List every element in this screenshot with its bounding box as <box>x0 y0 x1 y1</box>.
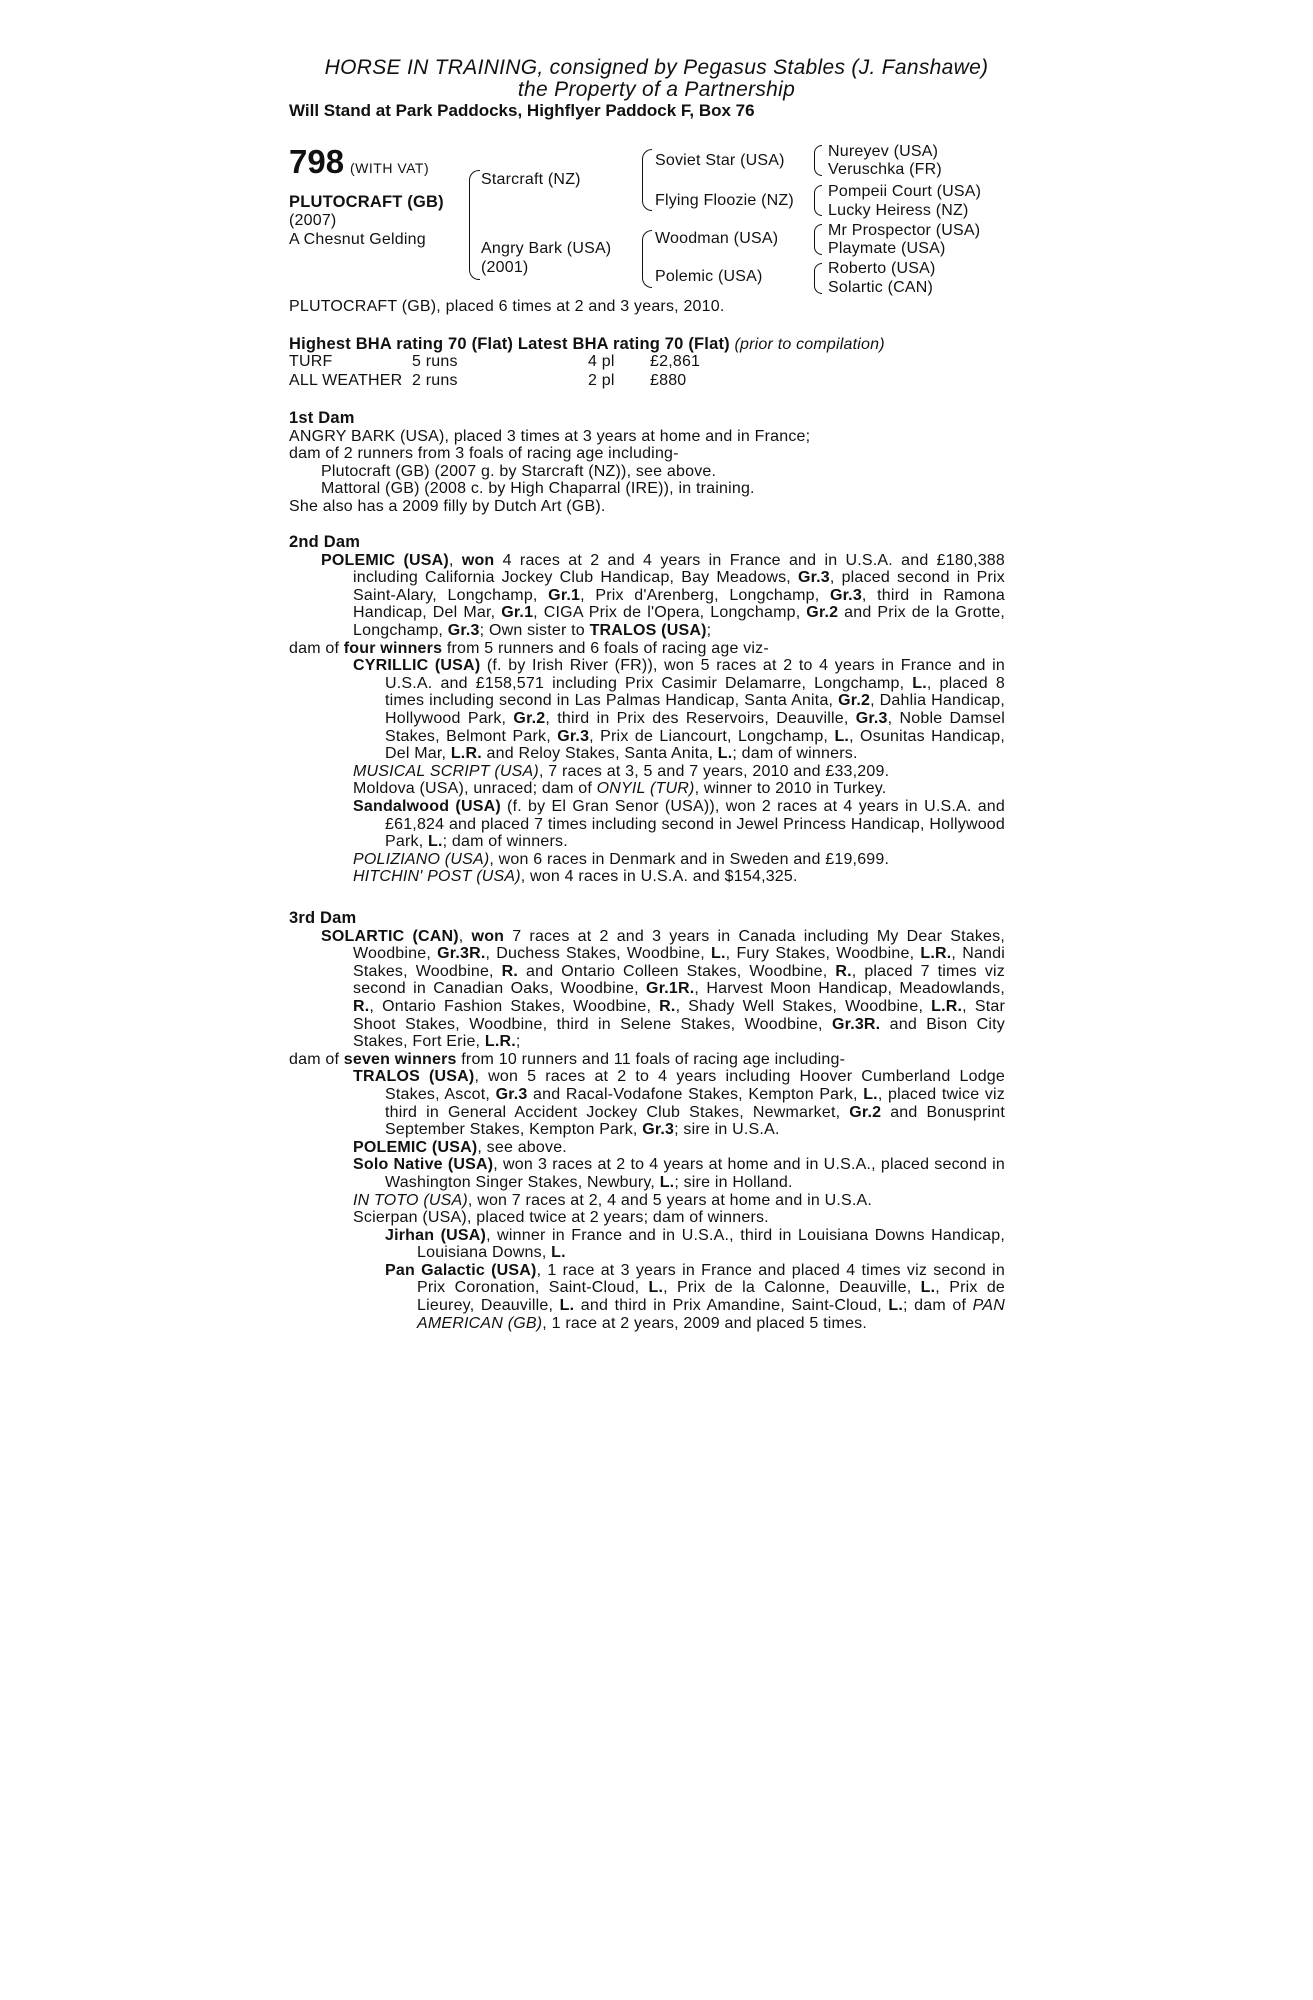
horse-name: Pan Galactic (USA) <box>385 1261 537 1279</box>
entry-text: from 10 runners and 11 foals of racing age including- <box>456 1050 846 1068</box>
entry-text: and Ontario Colleen Stakes, Woodbine, <box>518 962 836 980</box>
horse-name: POLEMIC (USA) <box>353 1138 478 1156</box>
winners-count: seven winners <box>343 1050 457 1068</box>
entry-text: (f. by El Gran Senor (USA)), won 2 races at 4 years in U.S.A. and £61,824 and placed 7 times including second in Jewel Princess Handicap, Hollywood Park, <box>385 797 1005 851</box>
pan-galactic-entry <box>289 1262 1005 1332</box>
entry-text: , winner to 2010 in Turkey. <box>694 780 887 798</box>
consignor-line: HORSE IN TRAINING, consigned by Pegasus Stables (J. Fanshawe) <box>324 56 989 79</box>
first-dam-line: dam of 2 runners from 3 foals of racing age including- <box>289 445 679 463</box>
entry-text: , Star Shoot Stakes, Woodbine, third in Selene Stakes, Woodbine, <box>353 997 1005 1033</box>
entry-text: , won 3 races at 2 to 4 years at home and in U.S.A., placed second in Washington Singer Stakes, Newbury, <box>385 1156 1006 1191</box>
entry-text: and third in Prix Amandine, Saint-Cloud, <box>574 1297 889 1315</box>
entry-text: , Fury Stakes, Woodbine, <box>725 945 921 963</box>
entry-text: , Harvest Moon Handicap, Meadowlands, <box>694 980 1006 998</box>
grade-label: Gr.3 <box>495 1085 528 1103</box>
poliziano-entry <box>289 851 1005 869</box>
entry-text: , placed twice viz third in General Accident Jockey Club Stakes, Newmarket, <box>385 1085 1005 1121</box>
solo-native-entry <box>289 1156 1005 1191</box>
moldova-entry <box>289 780 1005 798</box>
pedigree-brace-g3 <box>814 224 822 255</box>
rating-surface: ALL WEATHER <box>289 372 403 389</box>
vat-note: (WITH VAT) <box>350 160 430 176</box>
pedigree-g7: Roberto (USA) <box>828 260 936 277</box>
pedigree-dam: Angry Bark (USA) <box>481 240 612 257</box>
horse-name: CYRILLIC (USA) <box>353 657 481 675</box>
second-dam-section <box>289 534 1005 886</box>
grade-label: Gr.1 <box>548 586 581 604</box>
rating-surface: TURF <box>289 353 333 370</box>
entry-text: ; Own sister to <box>479 621 590 639</box>
entry-text: , Duchess Stakes, Woodbine, <box>485 945 712 963</box>
rating-placed: 2 pl <box>588 372 615 389</box>
sandalwood-entry <box>289 798 1005 851</box>
entry-text: , Noble Damsel Stakes, Belmont Park, <box>385 709 1005 745</box>
grade-label: Gr.1 <box>501 604 534 622</box>
entry-text: , Prix de la Calonne, Deauville, <box>663 1279 921 1297</box>
grade-label: R. <box>501 962 519 980</box>
grade-label: Gr.3 <box>642 1121 675 1139</box>
entry-text: , Prix d'Arenberg, Longchamp, <box>580 586 830 604</box>
grade-label: L. <box>428 833 443 851</box>
entry-text: , won 6 races in Denmark and in Sweden and £19,699. <box>489 850 890 868</box>
entry-text: , won 5 races at 2 to 4 years including Hoover Cumberland Lodge Stakes, Ascot, <box>385 1068 1005 1103</box>
grade-label: R. <box>659 997 676 1015</box>
entry-text: , Prix de Lieurey, Deauville, <box>417 1279 1006 1315</box>
entry-text: ; sire in Holland. <box>674 1173 793 1191</box>
tralos-entry <box>289 1068 1005 1138</box>
entry-text: (f. by Irish River (FR)), won 5 races at 2 to 4 years in France and in U.S.A. and £158,571 including Prix Casimir Delamarre, Longchamp, <box>385 657 1005 692</box>
pedigree-g1: Nureyev (USA) <box>828 143 939 160</box>
pedigree-brace-dam <box>642 230 652 288</box>
entry-text: , placed 8 times including second in Las Palmas Handicap, Santa Anita, <box>385 674 1005 710</box>
pedigree-g3: Pompeii Court (USA) <box>828 183 982 200</box>
horse-description: A Chesnut Gelding <box>289 231 426 248</box>
pedigree-sire-sire: Soviet Star (USA) <box>655 152 785 169</box>
grade-label: Gr.3R. <box>437 945 486 963</box>
entry-text: , 1 race at 2 years, 2009 and placed 5 times. <box>542 1314 868 1332</box>
location-line: Will Stand at Park Paddocks, Highflyer Paddock F, Box 76 <box>289 101 755 120</box>
pedigree-brace-g1 <box>814 145 822 176</box>
grade-label: L. <box>863 1085 878 1103</box>
grade-label: Gr.3 <box>447 621 480 639</box>
grade-label: Gr.1R. <box>646 980 695 998</box>
entry-text: , third in Prix des Reservoirs, Deauville, <box>545 709 856 727</box>
entry-text: , placed 7 times viz second in Canadian Oaks, Woodbine, <box>353 962 1005 998</box>
entry-text: , Dahlia Handicap, Hollywood Park, <box>385 692 1005 727</box>
pedigree-brace-g4 <box>814 263 822 294</box>
grade-label: Gr.3 <box>797 569 830 587</box>
won-label: won <box>461 551 495 569</box>
entry-text: , 7 races at 3, 5 and 7 years, 2010 and £33,209. <box>538 762 890 780</box>
entry-text: Moldova (USA), unraced; dam of <box>353 780 597 798</box>
scierpan-entry: Scierpan (USA), placed twice at 2 years; dam of winners. <box>353 1209 769 1227</box>
in-toto-entry <box>289 1192 1005 1210</box>
third-dam-section <box>289 910 1005 1332</box>
first-dam-line: She also has a 2009 filly by Dutch Art (GB). <box>289 497 606 515</box>
grade-label: L. <box>659 1173 675 1191</box>
horse-name: Solo Native (USA) <box>353 1156 494 1174</box>
pedigree-g4: Lucky Heiress (NZ) <box>828 202 969 219</box>
entry-text: and Prix de la Grotte, Longchamp, <box>353 604 1005 639</box>
horse-name: PAN AMERICAN (GB) <box>417 1297 1005 1332</box>
pedigree-brace-sire <box>642 149 652 211</box>
entry-text: , 1 race at 3 years in France and placed 4 times viz second in Prix Coronation, Saint-Cloud, <box>417 1261 1006 1297</box>
grade-label: R. <box>353 997 370 1015</box>
entry-text: and Reloy Stakes, Santa Anita, <box>481 745 718 763</box>
grade-label: L.R. <box>484 1033 516 1051</box>
entry-text: , Prix de Liancourt, Longchamp, <box>589 727 835 745</box>
entry-text: , Osunitas Handicap, Del Mar, <box>385 727 1005 763</box>
lot-number: 798 <box>289 143 345 180</box>
entry-text: , third in Ramona Handicap, Del Mar, <box>353 586 1006 622</box>
grade-label: L. <box>888 1297 903 1315</box>
pedigree-sire-dam: Flying Floozie (NZ) <box>655 192 794 209</box>
grade-label: Gr.2 <box>806 604 839 622</box>
pedigree-sire: Starcraft (NZ) <box>481 171 581 188</box>
grade-label: L. <box>912 674 927 692</box>
entry-text: and Racal-Vodafone Stakes, Kempton Park, <box>527 1085 864 1103</box>
horse-name: POLIZIANO (USA) <box>353 850 490 868</box>
grade-label: L. <box>648 1279 664 1297</box>
cyrillic-entry <box>289 657 1005 763</box>
entry-text: and Bonusprint September Stakes, Kempton Park, <box>385 1103 1005 1139</box>
entry-text: , won 4 races in U.S.A. and $154,325. <box>520 868 798 886</box>
first-dam-line: ANGRY BARK (USA), placed 3 times at 3 years at home and in France; <box>289 427 811 445</box>
grade-label: Gr.2 <box>513 709 546 727</box>
horse-name: TRALOS (USA) <box>589 621 707 639</box>
pedigree-brace-main <box>469 170 480 280</box>
pedigree-g6: Playmate (USA) <box>828 240 946 257</box>
won-label: won <box>471 927 505 945</box>
entry-text: , see above. <box>477 1138 567 1156</box>
dam-of-line <box>289 1051 1005 1069</box>
entry-text: , won 7 races at 2, 4 and 5 years at home and in U.S.A. <box>467 1191 873 1209</box>
pedigree-brace-g2 <box>814 185 822 216</box>
entry-text: ; <box>515 1033 521 1051</box>
grade-label: L. <box>717 745 733 763</box>
entry-text: and Bison City Stakes, Fort Erie, <box>353 1015 1006 1051</box>
bha-rating <box>289 335 885 354</box>
rating-earnings: £2,861 <box>650 353 701 370</box>
rating-runs: 2 runs <box>412 372 458 389</box>
grade-label: L. <box>834 727 850 745</box>
entry-text: ; dam of winners. <box>442 833 568 851</box>
hitchin-post-entry <box>289 868 1005 886</box>
horse-name: SOLARTIC (CAN) <box>321 927 459 945</box>
grade-label: Gr.2 <box>849 1103 882 1121</box>
pedigree-g5: Mr Prospector (USA) <box>828 222 981 239</box>
second-dam-heading: 2nd Dam <box>289 533 361 551</box>
grade-label: Gr.3R. <box>832 1015 881 1033</box>
grade-label: Gr.3 <box>829 586 862 604</box>
grade-label: L.R. <box>450 745 482 763</box>
grade-label: L.R. <box>920 945 952 963</box>
entry-text: ; sire in U.S.A. <box>674 1121 780 1139</box>
third-dam-heading: 3rd Dam <box>289 909 357 927</box>
horse-name: TRALOS (USA) <box>353 1068 475 1086</box>
horse-name: Sandalwood (USA) <box>353 797 501 815</box>
entry-text: from 5 runners and 6 foals of racing age viz- <box>442 639 769 657</box>
pedigree-g2: Veruschka (FR) <box>828 161 942 178</box>
entry-text: , winner in France and in U.S.A., third in Louisiana Downs Handicap, Louisiana Downs, <box>417 1226 1005 1262</box>
entry-text: ; dam of <box>903 1297 973 1315</box>
entry-text: 4 races at 2 and 4 years in France and in U.S.A. and £180,388 including California Jockey Club Handicap, Bay Meadows, <box>353 551 1006 587</box>
entry-text: dam of <box>289 1050 344 1068</box>
grade-label: R. <box>835 962 852 980</box>
pedigree-dam-sire: Woodman (USA) <box>655 230 779 247</box>
rating-placed: 4 pl <box>588 353 615 370</box>
horse-name: HITCHIN' POST (USA) <box>353 868 521 886</box>
horse-name: PLUTOCRAFT (GB) <box>289 193 444 211</box>
horse-year: (2007) <box>289 212 337 229</box>
musical-script-entry <box>289 763 1005 781</box>
grade-label: Gr.3 <box>557 727 590 745</box>
first-dam-heading: 1st Dam <box>289 409 355 427</box>
horse-name: POLEMIC (USA) <box>321 551 449 569</box>
first-dam-produce: Plutocraft (GB) (2007 g. by Starcraft (NZ)), see above. <box>321 462 717 480</box>
first-dam-produce: Mattoral (GB) (2008 c. by High Chaparral (IRE)), in training. <box>321 480 755 498</box>
entry-text: , CIGA Prix de l'Opera, Longchamp, <box>533 604 807 622</box>
solartic-entry: SOLARTIC (CAN), won 7 races at 2 and 3 years in Canada including My Dear Stakes, Woodbine, Gr.3R., Duchess Stakes, Woodbine, L., Fury Stakes, Woodbine, L.R., Nandi Stakes, Woodbine, R. and Ontario Colleen Stakes, Woodbine, R., placed 7 times viz second in Canadian Oaks, Woodbine, Gr.1R., Harvest Moon Handicap, Meadowlands, R., Ontario Fashion Stakes, Woodbine, R., Shady Well Stakes, Woodbine, L.R., Star Shoot Stakes, Woodbine, third in Selene Stakes, Woodbine, Gr.3R. and Bison City Stakes, Fort Erie, L.R.; <box>321 927 1006 1051</box>
pedigree-g8: Solartic (CAN) <box>828 279 934 296</box>
grade-label: L. <box>711 945 726 963</box>
first-dam-section <box>289 410 1005 516</box>
rating-note: (prior to compilation) <box>734 336 885 353</box>
horse-name: MUSICAL SCRIPT (USA) <box>353 762 539 780</box>
entry-text: , Nandi Stakes, Woodbine, <box>353 945 1005 980</box>
horse-name: IN TOTO (USA) <box>353 1191 468 1209</box>
pedigree-dam-dam: Polemic (USA) <box>655 268 763 285</box>
grade-label: L. <box>559 1297 575 1315</box>
winners-count: four winners <box>343 639 443 657</box>
grade-label: Gr.3 <box>855 709 888 727</box>
entry-text: ; dam of winners. <box>732 745 858 763</box>
grade-label: L.R. <box>931 997 963 1015</box>
entry-text: , Ontario Fashion Stakes, Woodbine, <box>369 997 660 1015</box>
grade-label: L. <box>551 1244 566 1262</box>
horse-name: Jirhan (USA) <box>385 1226 487 1244</box>
entry-text: , placed second in Prix Saint-Alary, Longchamp, <box>353 569 1005 604</box>
rating-earnings: £880 <box>650 372 687 389</box>
property-line: the Property of a Partnership <box>517 78 796 101</box>
grade-label: Gr.2 <box>838 692 871 710</box>
entry-text: , Shady Well Stakes, Woodbine, <box>675 997 932 1015</box>
dam-of-line <box>289 640 1005 658</box>
race-summary: PLUTOCRAFT (GB), placed 6 times at 2 and 3 years, 2010. <box>289 298 725 315</box>
pedigree-dam-year: (2001) <box>481 259 529 276</box>
horse-name: ONYIL (TUR) <box>596 780 695 798</box>
rating-runs: 5 runs <box>412 353 458 370</box>
rating-heading: Highest BHA rating 70 (Flat) Latest BHA rating 70 (Flat) <box>289 335 730 353</box>
entry-text: 7 races at 2 and 3 years in Canada including My Dear Stakes, Woodbine, <box>353 927 1006 963</box>
jirhan-entry <box>289 1227 1005 1262</box>
entry-text: ; <box>706 621 712 639</box>
grade-label: L. <box>920 1279 936 1297</box>
entry-text: dam of <box>289 639 344 657</box>
polemic-ref-entry <box>289 1139 1005 1157</box>
polemic-entry: POLEMIC (USA), won 4 races at 2 and 4 years in France and in U.S.A. and £180,388 including California Jockey Club Handicap, Bay Meadows, Gr.3, placed second in Prix Saint-Alary, Longchamp, Gr.1, Prix d'Arenberg, Longchamp, Gr.3, third in Ramona Handicap, Del Mar, Gr.1, CIGA Prix de l'Opera, Longchamp, Gr.2 and Prix de la Grotte, Longchamp, Gr.3; Own sister to TRALOS (USA); <box>321 551 1006 639</box>
